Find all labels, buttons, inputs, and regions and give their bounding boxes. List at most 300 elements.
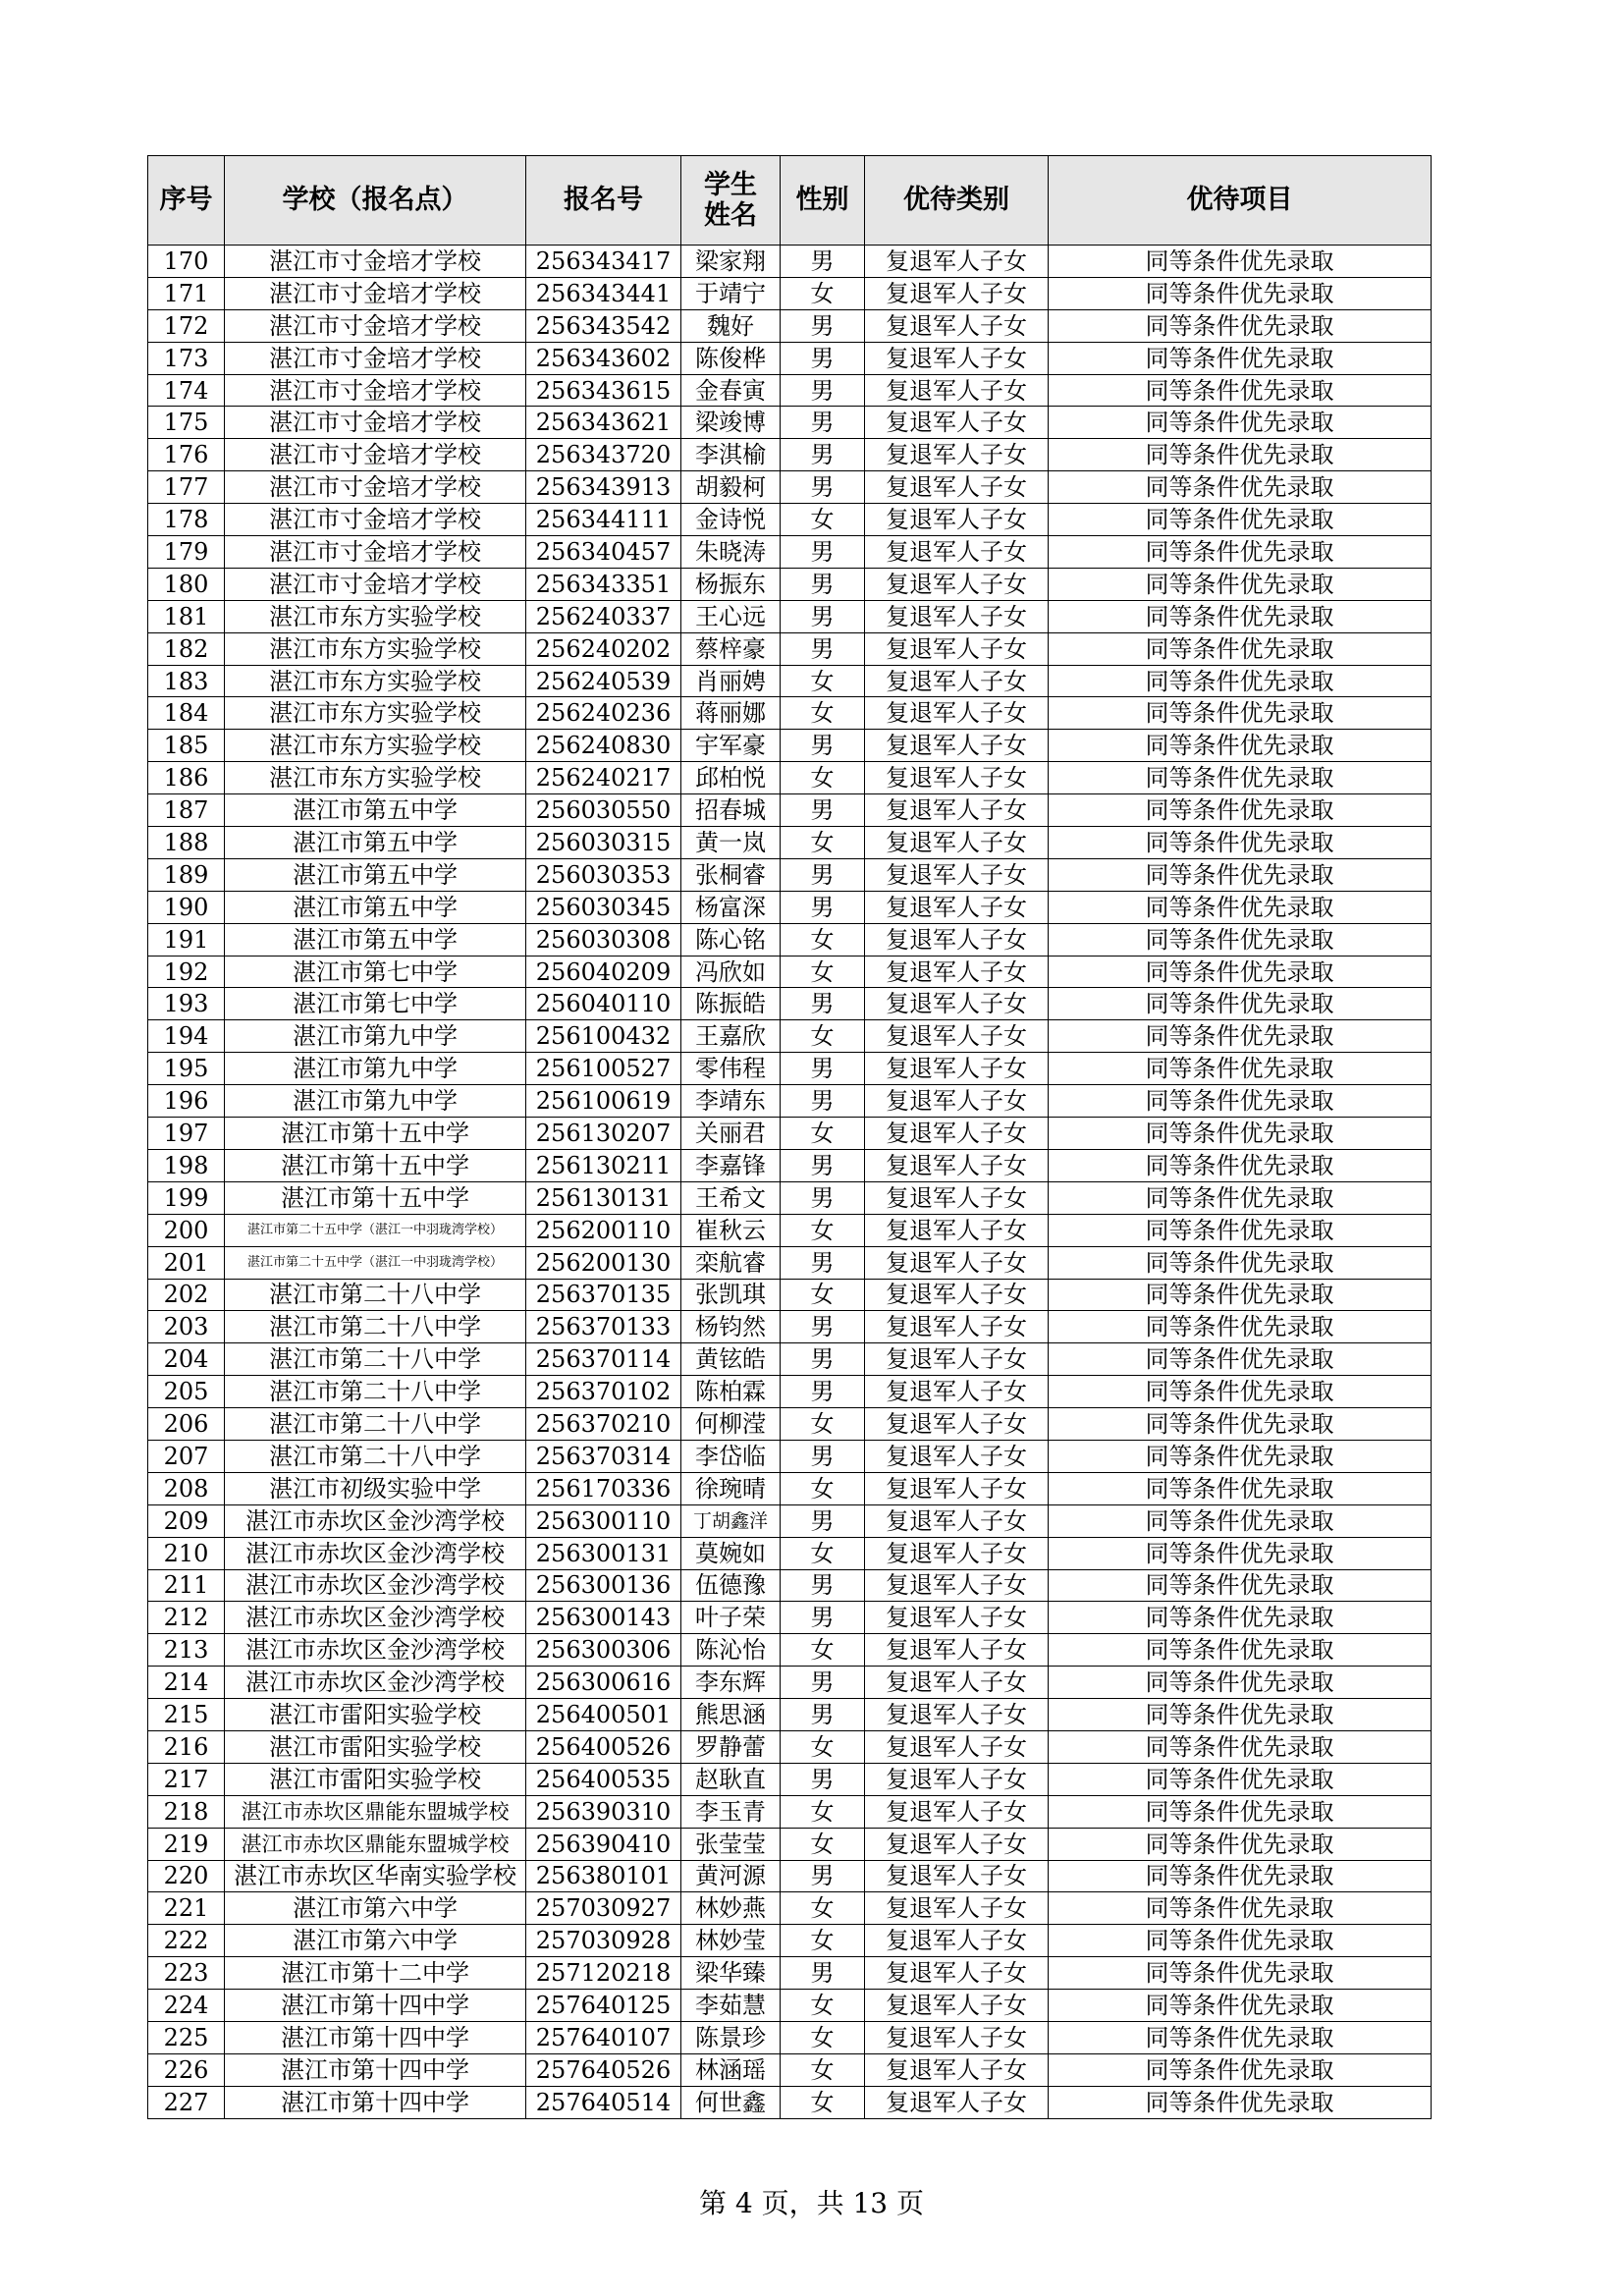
school-name-cell: 湛江市寸金培才学校: [225, 471, 526, 504]
table-row: [148, 374, 1432, 407]
row-index-cell: 216: [148, 1730, 225, 1763]
registration-number-cell: 256030550: [526, 794, 681, 827]
row-index-cell: 208: [148, 1472, 225, 1504]
row-index-cell: 184: [148, 697, 225, 730]
table-row: [148, 794, 1432, 827]
table-row: [148, 1020, 1432, 1053]
gender-cell: 男: [781, 1569, 865, 1602]
gender-cell: 男: [781, 988, 865, 1020]
preference-category-cell: 复退军人子女: [865, 1440, 1049, 1472]
preference-item-cell: 同等条件优先录取: [1049, 697, 1432, 730]
table-row: [148, 1085, 1432, 1118]
preference-category-cell: 复退军人子女: [865, 374, 1049, 407]
preference-item-cell: 同等条件优先录取: [1049, 407, 1432, 439]
table-row: [148, 1440, 1432, 1472]
student-name-cell: 王心远: [681, 600, 781, 632]
preference-category-cell: 复退军人子女: [865, 1537, 1049, 1569]
registration-number-cell: 256343621: [526, 407, 681, 439]
preference-item-cell: 同等条件优先录取: [1049, 1149, 1432, 1181]
preference-item-cell: 同等条件优先录取: [1049, 277, 1432, 309]
preference-category-cell: 复退军人子女: [865, 1860, 1049, 1892]
row-index-cell: 217: [148, 1763, 225, 1795]
preference-item-cell: 同等条件优先录取: [1049, 439, 1432, 471]
preference-item-cell: 同等条件优先录取: [1049, 1440, 1432, 1472]
school-name-cell: 湛江市第五中学: [225, 923, 526, 956]
preference-item-cell: 同等条件优先录取: [1049, 1925, 1432, 1957]
school-name-cell: 湛江市第二十八中学: [225, 1343, 526, 1376]
preference-item-cell: 同等条件优先录取: [1049, 988, 1432, 1020]
student-name-cell: 魏好: [681, 309, 781, 342]
school-name-cell: 湛江市第十二中学: [225, 1957, 526, 1990]
row-index-cell: 191: [148, 923, 225, 956]
school-name-cell: 湛江市第五中学: [225, 858, 526, 891]
preference-item-cell: 同等条件优先录取: [1049, 1860, 1432, 1892]
table-row: [148, 923, 1432, 956]
preference-category-cell: 复退军人子女: [865, 1634, 1049, 1667]
registration-number-cell: 256300143: [526, 1602, 681, 1634]
preference-category-cell: 复退军人子女: [865, 1957, 1049, 1990]
preference-category-cell: 复退军人子女: [865, 504, 1049, 536]
preference-item-cell: 同等条件优先录取: [1049, 1569, 1432, 1602]
row-index-cell: 207: [148, 1440, 225, 1472]
row-index-cell: 206: [148, 1408, 225, 1441]
preference-item-cell: 同等条件优先录取: [1049, 1667, 1432, 1699]
gender-cell: 男: [781, 1376, 865, 1408]
preference-category-cell: 复退军人子女: [865, 1699, 1049, 1731]
gender-cell: 男: [781, 439, 865, 471]
registration-number-cell: 256030353: [526, 858, 681, 891]
registration-number-cell: 256200110: [526, 1214, 681, 1246]
gender-cell: 男: [781, 1602, 865, 1634]
registration-number-cell: 256300136: [526, 1569, 681, 1602]
registration-number-cell: 257120218: [526, 1957, 681, 1990]
school-name-cell: 湛江市初级实验中学: [225, 1472, 526, 1504]
gender-cell: 男: [781, 1763, 865, 1795]
student-name-cell: 陈心铭: [681, 923, 781, 956]
student-name-cell: 李嘉锋: [681, 1149, 781, 1181]
registration-number-cell: 256040110: [526, 988, 681, 1020]
student-name-cell: 零伟程: [681, 1053, 781, 1085]
table-row: [148, 1699, 1432, 1731]
preference-category-cell: 复退军人子女: [865, 1925, 1049, 1957]
gender-cell: 女: [781, 2021, 865, 2053]
preference-category-cell: 复退军人子女: [865, 1053, 1049, 1085]
gender-cell: 男: [781, 1181, 865, 1214]
table-row: [148, 1667, 1432, 1699]
preference-item-cell: 同等条件优先录取: [1049, 665, 1432, 697]
row-index-cell: 177: [148, 471, 225, 504]
school-name-cell: 湛江市第五中学: [225, 794, 526, 827]
gender-cell: 男: [781, 600, 865, 632]
table-row: [148, 1634, 1432, 1667]
table-row: [148, 1311, 1432, 1343]
table-row: [148, 665, 1432, 697]
gender-cell: 男: [781, 1699, 865, 1731]
gender-cell: 男: [781, 1085, 865, 1118]
gender-cell: 男: [781, 1246, 865, 1279]
preference-category-cell: 复退军人子女: [865, 1602, 1049, 1634]
header-registration-number: 报名号: [526, 156, 681, 246]
preference-item-cell: 同等条件优先录取: [1049, 827, 1432, 859]
preference-item-cell: 同等条件优先录取: [1049, 504, 1432, 536]
row-index-cell: 182: [148, 632, 225, 665]
school-name-cell: 湛江市第七中学: [225, 988, 526, 1020]
student-name-cell: 林妙莹: [681, 1925, 781, 1957]
gender-cell: 女: [781, 2053, 865, 2086]
registration-number-cell: 257030928: [526, 1925, 681, 1957]
school-name-cell: 湛江市第十五中学: [225, 1118, 526, 1150]
student-name-cell: 张桐睿: [681, 858, 781, 891]
preference-category-cell: 复退军人子女: [865, 1763, 1049, 1795]
preference-category-cell: 复退军人子女: [865, 1085, 1049, 1118]
student-name-cell: 林妙燕: [681, 1892, 781, 1925]
row-index-cell: 195: [148, 1053, 225, 1085]
gender-cell: 男: [781, 1343, 865, 1376]
registration-number-cell: 256130211: [526, 1149, 681, 1181]
gender-cell: 女: [781, 1214, 865, 1246]
preference-item-cell: 同等条件优先录取: [1049, 2021, 1432, 2053]
gender-cell: 男: [781, 1053, 865, 1085]
table-row: [148, 1181, 1432, 1214]
row-index-cell: 170: [148, 246, 225, 278]
table-row: [148, 1504, 1432, 1537]
preference-category-cell: 复退军人子女: [865, 1892, 1049, 1925]
row-index-cell: 201: [148, 1246, 225, 1279]
table-row: [148, 632, 1432, 665]
registration-number-cell: 256344111: [526, 504, 681, 536]
registration-number-cell: 256370135: [526, 1279, 681, 1311]
registration-number-cell: 256370114: [526, 1343, 681, 1376]
row-index-cell: 178: [148, 504, 225, 536]
gender-cell: 女: [781, 697, 865, 730]
student-name-cell: 何世鑫: [681, 2086, 781, 2118]
table-row: [148, 1990, 1432, 2022]
gender-cell: 男: [781, 309, 865, 342]
table-row: [148, 1149, 1432, 1181]
preference-category-cell: 复退军人子女: [865, 439, 1049, 471]
student-name-cell: 陈沁怡: [681, 1634, 781, 1667]
gender-cell: 男: [781, 536, 865, 569]
student-name-cell: 栾航睿: [681, 1246, 781, 1279]
preference-item-cell: 同等条件优先录取: [1049, 762, 1432, 794]
gender-cell: 女: [781, 1472, 865, 1504]
preference-item-cell: 同等条件优先录取: [1049, 1279, 1432, 1311]
student-name-cell: 李淇榆: [681, 439, 781, 471]
preference-item-cell: 同等条件优先录取: [1049, 1990, 1432, 2022]
student-name-cell: 丁胡鑫洋: [681, 1504, 781, 1537]
table-row: [148, 1376, 1432, 1408]
school-name-cell: 湛江市第十四中学: [225, 1990, 526, 2022]
student-name-cell: 招春城: [681, 794, 781, 827]
registration-number-cell: 256390410: [526, 1828, 681, 1860]
school-name-cell: 湛江市第二十五中学（湛江一中羽珑湾学校）: [225, 1214, 526, 1246]
school-name-cell: 湛江市赤坎区鼎能东盟城学校: [225, 1828, 526, 1860]
table-row: [148, 568, 1432, 600]
gender-cell: 男: [781, 730, 865, 762]
registration-number-cell: 256240236: [526, 697, 681, 730]
preference-item-cell: 同等条件优先录取: [1049, 2053, 1432, 2086]
student-name-cell: 徐琬晴: [681, 1472, 781, 1504]
student-name-cell: 赵耿直: [681, 1763, 781, 1795]
row-index-cell: 179: [148, 536, 225, 569]
table-row: [148, 342, 1432, 374]
gender-cell: 男: [781, 568, 865, 600]
school-name-cell: 湛江市第十四中学: [225, 2053, 526, 2086]
table-row: [148, 730, 1432, 762]
row-index-cell: 223: [148, 1957, 225, 1990]
student-name-cell: 崔秋云: [681, 1214, 781, 1246]
table-row: [148, 1569, 1432, 1602]
preference-item-cell: 同等条件优先录取: [1049, 1730, 1432, 1763]
school-name-cell: 湛江市第九中学: [225, 1085, 526, 1118]
preference-category-cell: 复退军人子女: [865, 762, 1049, 794]
registration-number-cell: 256200130: [526, 1246, 681, 1279]
registration-number-cell: 256343417: [526, 246, 681, 278]
student-name-cell: 罗静蕾: [681, 1730, 781, 1763]
row-index-cell: 198: [148, 1149, 225, 1181]
preference-category-cell: 复退军人子女: [865, 277, 1049, 309]
row-index-cell: 221: [148, 1892, 225, 1925]
row-index-cell: 173: [148, 342, 225, 374]
table-row: [148, 1214, 1432, 1246]
registration-number-cell: 256400501: [526, 1699, 681, 1731]
school-name-cell: 湛江市东方实验学校: [225, 730, 526, 762]
registration-number-cell: 257640125: [526, 1990, 681, 2022]
student-name-cell: 李靖东: [681, 1085, 781, 1118]
preference-item-cell: 同等条件优先录取: [1049, 1602, 1432, 1634]
row-index-cell: 194: [148, 1020, 225, 1053]
row-index-cell: 192: [148, 956, 225, 988]
gender-cell: 女: [781, 1990, 865, 2022]
preference-category-cell: 复退军人子女: [865, 1311, 1049, 1343]
student-name-cell: 杨钧然: [681, 1311, 781, 1343]
registration-number-cell: 256370210: [526, 1408, 681, 1441]
registration-number-cell: 256343913: [526, 471, 681, 504]
preference-category-cell: 复退军人子女: [865, 891, 1049, 923]
preference-category-cell: 复退军人子女: [865, 665, 1049, 697]
registration-number-cell: 256300110: [526, 1504, 681, 1537]
gender-cell: 男: [781, 374, 865, 407]
registration-number-cell: 256370102: [526, 1376, 681, 1408]
registration-number-cell: 257640526: [526, 2053, 681, 2086]
school-name-cell: 湛江市第十四中学: [225, 2021, 526, 2053]
row-index-cell: 212: [148, 1602, 225, 1634]
row-index-cell: 227: [148, 2086, 225, 2118]
row-index-cell: 204: [148, 1343, 225, 1376]
registration-number-cell: 256240202: [526, 632, 681, 665]
school-name-cell: 湛江市寸金培才学校: [225, 568, 526, 600]
gender-cell: 男: [781, 407, 865, 439]
gender-cell: 男: [781, 891, 865, 923]
preference-item-cell: 同等条件优先录取: [1049, 342, 1432, 374]
student-name-cell: 于靖宁: [681, 277, 781, 309]
registration-number-cell: 256240539: [526, 665, 681, 697]
row-index-cell: 200: [148, 1214, 225, 1246]
student-name-cell: 张莹莹: [681, 1828, 781, 1860]
school-name-cell: 湛江市第二十八中学: [225, 1440, 526, 1472]
student-name-cell: 梁竣博: [681, 407, 781, 439]
school-name-cell: 湛江市寸金培才学校: [225, 342, 526, 374]
school-name-cell: 湛江市寸金培才学校: [225, 374, 526, 407]
table-row: [148, 1118, 1432, 1150]
table-row: [148, 1925, 1432, 1957]
preference-category-cell: 复退军人子女: [865, 1990, 1049, 2022]
preference-category-cell: 复退军人子女: [865, 471, 1049, 504]
table-row: [148, 1860, 1432, 1892]
registration-number-cell: 256300306: [526, 1634, 681, 1667]
row-index-cell: 190: [148, 891, 225, 923]
preference-item-cell: 同等条件优先录取: [1049, 858, 1432, 891]
row-index-cell: 196: [148, 1085, 225, 1118]
preference-category-cell: 复退军人子女: [865, 1730, 1049, 1763]
preference-item-cell: 同等条件优先录取: [1049, 1957, 1432, 1990]
preference-category-cell: 复退军人子女: [865, 1667, 1049, 1699]
student-name-cell: 陈景珍: [681, 2021, 781, 2053]
row-index-cell: 174: [148, 374, 225, 407]
preference-item-cell: 同等条件优先录取: [1049, 2086, 1432, 2118]
student-name-cell: 王希文: [681, 1181, 781, 1214]
preference-category-cell: 复退军人子女: [865, 1343, 1049, 1376]
preference-category-cell: 复退军人子女: [865, 956, 1049, 988]
school-name-cell: 湛江市第二十八中学: [225, 1279, 526, 1311]
preference-item-cell: 同等条件优先录取: [1049, 1795, 1432, 1828]
row-index-cell: 175: [148, 407, 225, 439]
preference-category-cell: 复退军人子女: [865, 246, 1049, 278]
gender-cell: 女: [781, 1279, 865, 1311]
student-name-cell: 邱柏悦: [681, 762, 781, 794]
preference-category-cell: 复退军人子女: [865, 827, 1049, 859]
preference-category-cell: 复退军人子女: [865, 1020, 1049, 1053]
student-name-cell: 张凯琪: [681, 1279, 781, 1311]
school-name-cell: 湛江市第九中学: [225, 1053, 526, 1085]
preference-category-cell: 复退军人子女: [865, 1504, 1049, 1537]
preference-item-cell: 同等条件优先录取: [1049, 1408, 1432, 1441]
gender-cell: 男: [781, 1667, 865, 1699]
preference-category-cell: 复退军人子女: [865, 309, 1049, 342]
registration-number-cell: 256030308: [526, 923, 681, 956]
school-name-cell: 湛江市东方实验学校: [225, 632, 526, 665]
school-name-cell: 湛江市赤坎区金沙湾学校: [225, 1569, 526, 1602]
row-index-cell: 214: [148, 1667, 225, 1699]
preference-item-cell: 同等条件优先录取: [1049, 1699, 1432, 1731]
school-name-cell: 湛江市赤坎区金沙湾学校: [225, 1667, 526, 1699]
table-row: [148, 1472, 1432, 1504]
registration-number-cell: 256300616: [526, 1667, 681, 1699]
student-name-cell: 熊思涵: [681, 1699, 781, 1731]
table-row: [148, 1343, 1432, 1376]
table-row: [148, 536, 1432, 569]
gender-cell: 女: [781, 827, 865, 859]
preference-item-cell: 同等条件优先录取: [1049, 1892, 1432, 1925]
table-row: [148, 309, 1432, 342]
header-index: 序号: [148, 156, 225, 246]
table-row: [148, 697, 1432, 730]
gender-cell: 男: [781, 246, 865, 278]
preference-category-cell: 复退军人子女: [865, 2021, 1049, 2053]
table-row: [148, 277, 1432, 309]
row-index-cell: 215: [148, 1699, 225, 1731]
preference-item-cell: 同等条件优先录取: [1049, 309, 1432, 342]
preference-item-cell: 同等条件优先录取: [1049, 1828, 1432, 1860]
school-name-cell: 湛江市赤坎区华南实验学校: [225, 1860, 526, 1892]
row-index-cell: 218: [148, 1795, 225, 1828]
row-index-cell: 193: [148, 988, 225, 1020]
preference-category-cell: 复退军人子女: [865, 2086, 1049, 2118]
registration-number-cell: 256240830: [526, 730, 681, 762]
table-row: [148, 1408, 1432, 1441]
row-index-cell: 188: [148, 827, 225, 859]
row-index-cell: 211: [148, 1569, 225, 1602]
row-index-cell: 203: [148, 1311, 225, 1343]
preference-category-cell: 复退军人子女: [865, 568, 1049, 600]
student-name-cell: 宇军豪: [681, 730, 781, 762]
row-index-cell: 202: [148, 1279, 225, 1311]
row-index-cell: 224: [148, 1990, 225, 2022]
gender-cell: 男: [781, 1440, 865, 1472]
header-row: [148, 156, 1432, 246]
row-index-cell: 181: [148, 600, 225, 632]
gender-cell: 男: [781, 632, 865, 665]
registration-number-cell: 256170336: [526, 1472, 681, 1504]
student-name-cell: 伍德豫: [681, 1569, 781, 1602]
student-name-cell: 黄河源: [681, 1860, 781, 1892]
gender-cell: 女: [781, 1925, 865, 1957]
table-row: [148, 1246, 1432, 1279]
registration-number-cell: 256400535: [526, 1763, 681, 1795]
gender-cell: 男: [781, 858, 865, 891]
page-footer: 第 4 页，共 13 页: [698, 2187, 925, 2219]
preference-category-cell: 复退军人子女: [865, 632, 1049, 665]
table-row: [148, 246, 1432, 278]
school-name-cell: 湛江市第二十八中学: [225, 1376, 526, 1408]
registration-number-cell: 256340457: [526, 536, 681, 569]
gender-cell: 男: [781, 1860, 865, 1892]
school-name-cell: 湛江市赤坎区金沙湾学校: [225, 1602, 526, 1634]
row-index-cell: 205: [148, 1376, 225, 1408]
registration-number-cell: 256300131: [526, 1537, 681, 1569]
registration-number-cell: 257030927: [526, 1892, 681, 1925]
table-row: [148, 762, 1432, 794]
preference-category-cell: 复退军人子女: [865, 1795, 1049, 1828]
preference-category-cell: 复退军人子女: [865, 536, 1049, 569]
row-index-cell: 219: [148, 1828, 225, 1860]
student-name-cell: 金诗悦: [681, 504, 781, 536]
school-name-cell: 湛江市寸金培才学校: [225, 277, 526, 309]
row-index-cell: 220: [148, 1860, 225, 1892]
row-index-cell: 199: [148, 1181, 225, 1214]
table-row: [148, 1892, 1432, 1925]
preference-item-cell: 同等条件优先录取: [1049, 1472, 1432, 1504]
table-row: [148, 891, 1432, 923]
gender-cell: 女: [781, 1828, 865, 1860]
preference-item-cell: 同等条件优先录取: [1049, 632, 1432, 665]
registration-number-cell: 256370133: [526, 1311, 681, 1343]
preference-category-cell: 复退军人子女: [865, 1246, 1049, 1279]
preference-item-cell: 同等条件优先录取: [1049, 1181, 1432, 1214]
gender-cell: 女: [781, 762, 865, 794]
student-name-cell: 杨富深: [681, 891, 781, 923]
gender-cell: 女: [781, 2086, 865, 2118]
student-name-cell: 黄一岚: [681, 827, 781, 859]
registration-number-cell: 256240217: [526, 762, 681, 794]
gender-cell: 女: [781, 1730, 865, 1763]
gender-cell: 男: [781, 1957, 865, 1990]
row-index-cell: 210: [148, 1537, 225, 1569]
row-index-cell: 187: [148, 794, 225, 827]
school-name-cell: 湛江市第五中学: [225, 827, 526, 859]
table-row: [148, 956, 1432, 988]
row-index-cell: 183: [148, 665, 225, 697]
